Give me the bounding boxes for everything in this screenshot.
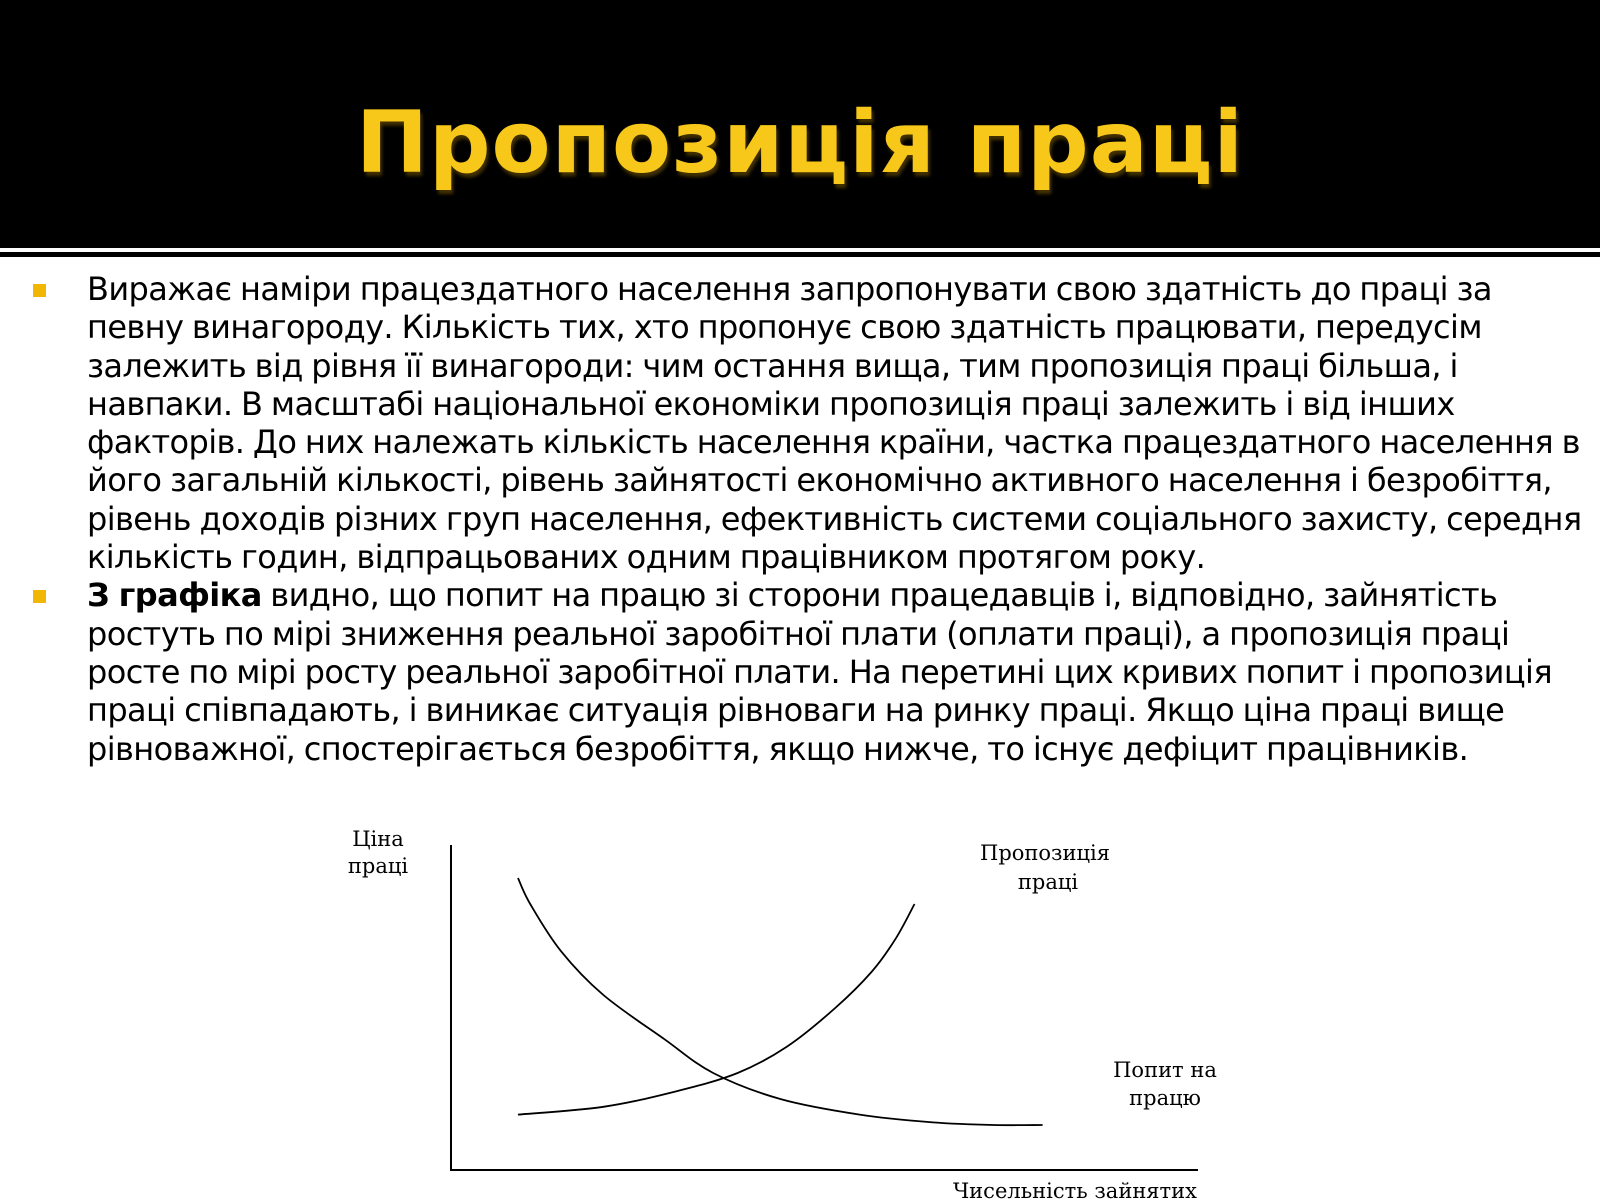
bullet-text-2: видно, що попит на працю зі сторони працедавців і, відповідно, зайнятість ростуть по мірі зниження реальної заробітної плати (оплати праці), а пропозиція праці росте по мірі росту реальної заробітної плати. На перетині цих кривих попит і пропозиція праці співпадають, і виникає ситуація рівноваги на ринку праці. Якщо ціна праці вище рівноважної, спостерігається безробіття, якщо нижче, то існує дефіцит працівників.: [87, 576, 1552, 768]
demand-curve-label-line-1: Попит на: [1113, 1058, 1217, 1082]
supply-curve-label-line-2: праці: [1017, 870, 1079, 894]
supply-curve-label-line-1: Пропозиція: [980, 841, 1110, 865]
demand-curve-label-line-2: працю: [1129, 1086, 1201, 1110]
bullet-text-1: Виражає наміри працездатного населення запропонувати свою здатність до праці за певну винагороду. Кількість тих, хто пропонує свою здатність працювати, передусім залежить від рівня її винагороди: чим остання вища, тим пропозиція праці більша, і навпаки. В масштабі національної економіки пропозиція праці залежить і від інших факторів. До них належать кількість населення країни, частка працездатного населення в його загальній кількості, рівень зайнятості економічно активного населення і безробіття, рівень доходів різних груп населення, ефективність системи соціального захисту, середня кількість годин, відпрацьованих одним працівником протягом року.: [87, 270, 1582, 577]
slide-title: Пропозиція праці: [356, 93, 1244, 193]
y-axis-label-line-1: Ціна: [352, 827, 404, 851]
demand-curve: [518, 878, 1043, 1125]
x-axis-label: Чисельність зайнятих: [952, 1179, 1198, 1200]
supply-curve: [518, 904, 915, 1115]
bullet-bold-lead: З графіка: [87, 576, 262, 615]
y-axis-label-line-2: праці: [347, 854, 409, 878]
